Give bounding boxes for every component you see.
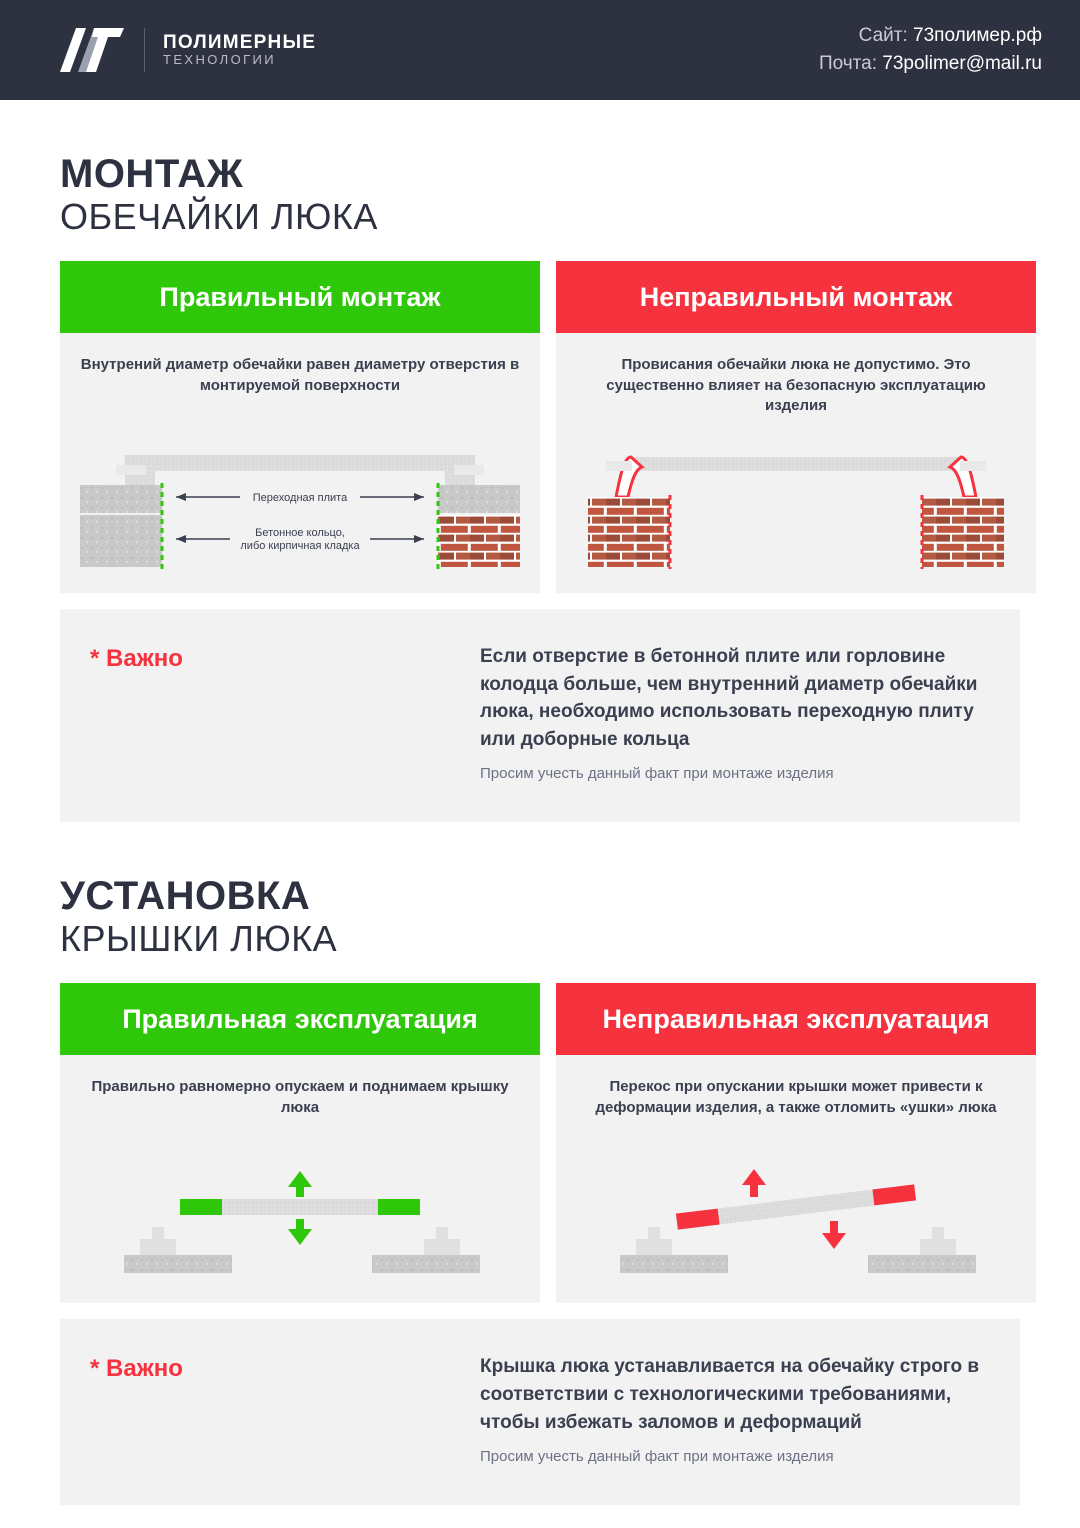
- figure-correct-usage: [80, 1157, 520, 1285]
- section-title-2: [60, 874, 1020, 959]
- label-ring-line2: либо кирпичная кладка: [240, 540, 360, 553]
- important-text-2: Крышка люка устанавливается на обечайку строго в соответствии с технологическими требованиями, чтобы избежать заломов и деформаций: [480, 1356, 980, 1433]
- figure-incorrect-install: [576, 435, 1016, 575]
- important-label-1: * Важно: [90, 645, 183, 673]
- panel-correct-install-heading: Правильный монтаж: [60, 261, 540, 333]
- section-ustanovka: [0, 874, 1080, 1505]
- important-note-1: Просим учесть данный факт при монтаже изделия: [480, 765, 834, 783]
- mail-line: [819, 50, 1042, 79]
- panel-correct-install: [60, 261, 540, 593]
- panel-correct-usage-desc: Правильно равномерно опускаем и поднимаем крышку люка: [91, 1078, 509, 1117]
- panel-incorrect-install-desc: Провисания обечайки люка не допустимо. Это существенно влияет на безопасную эксплуатацию изделия: [606, 356, 986, 415]
- page-header: [0, 0, 1080, 100]
- section-title-1: [60, 152, 1020, 237]
- brand-name: [163, 32, 316, 69]
- panel-correct-usage-heading: Правильная эксплуатация: [60, 983, 540, 1055]
- brand-name-line2: ТЕХНОЛОГИИ: [163, 52, 277, 68]
- section-title-1-line2: ОБЕЧАЙКИ ЛЮКА: [60, 195, 378, 237]
- panel-incorrect-install: [556, 261, 1036, 593]
- important-label-2: * Важно: [90, 1355, 183, 1383]
- section-montazh: [0, 152, 1080, 822]
- important-block-2: [60, 1319, 1020, 1505]
- brand-name-line1: ПОЛИМЕРНЫЕ: [163, 31, 317, 53]
- pt-logo-icon: [60, 28, 124, 72]
- mail-label: Почта:: [818, 53, 877, 74]
- panel-correct-install-desc: Внутрений диаметр обечайки равен диаметру отверстия в монтируемой поверхности: [80, 356, 520, 394]
- comparison-2: [60, 983, 1020, 1303]
- panel-incorrect-usage: [556, 983, 1036, 1303]
- figure-incorrect-usage: [576, 1157, 1016, 1285]
- section-title-1-line1: МОНТАЖ: [60, 152, 244, 196]
- site-label: Сайт:: [858, 24, 908, 46]
- panel-correct-usage: [60, 983, 540, 1303]
- important-note-2: Просим учесть данный факт при монтаже изделия: [480, 1448, 834, 1466]
- header-contacts: [819, 22, 1042, 79]
- brand-block: [60, 28, 316, 72]
- important-block-1: [60, 609, 1020, 822]
- site-value[interactable]: 73полимер.рф: [913, 24, 1042, 46]
- brand-divider: [144, 28, 145, 72]
- panel-incorrect-install-heading: Неправильный монтаж: [556, 261, 1036, 333]
- label-ring-line1: Бетонное кольцо,: [255, 527, 345, 540]
- panel-incorrect-usage-heading: Неправильная эксплуатация: [556, 983, 1036, 1055]
- site-line: [819, 22, 1042, 51]
- mail-value[interactable]: 73polimer@mail.ru: [882, 53, 1042, 74]
- label-transition-plate: Переходная плита: [252, 492, 348, 505]
- comparison-1: [60, 261, 1020, 593]
- section-title-2-line2: КРЫШКИ ЛЮКА: [60, 918, 338, 960]
- section-title-2-line1: УСТАНОВКА: [60, 874, 311, 919]
- important-text-1: Если отверстие в бетонной плите или горловине колодца больше, чем внутренний диаметр обечайки люка, необходимо использовать переходную плиту или доборные кольца: [480, 646, 978, 750]
- figure-correct-install: [80, 435, 520, 575]
- panel-incorrect-usage-desc: Перекос при опускании крышки может привести к деформации изделия, а также отломить «ушки» люка: [595, 1078, 997, 1117]
